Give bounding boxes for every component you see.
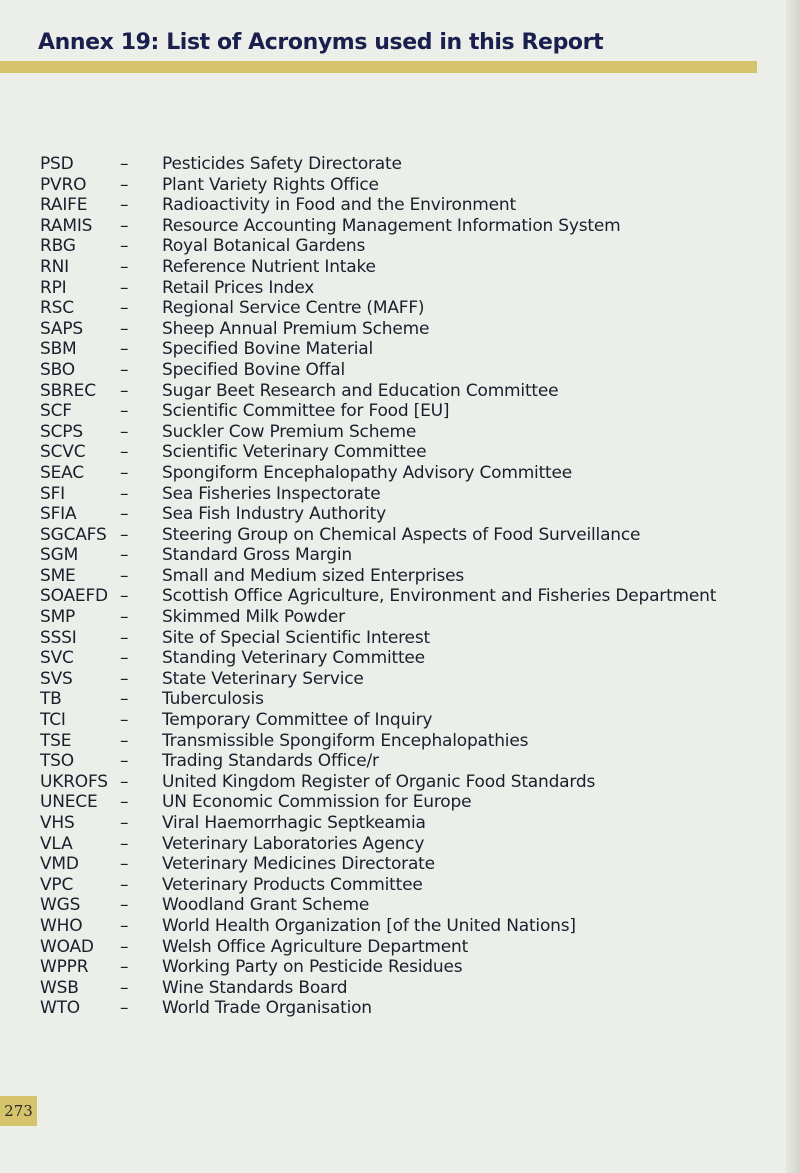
- acronym-row: [40, 154, 780, 175]
- acronym-dash: –: [120, 792, 129, 813]
- acronym-abbreviation: SBO: [40, 359, 75, 380]
- acronym-row: [40, 360, 780, 381]
- acronym-abbreviation: PVRO: [40, 174, 87, 195]
- acronym-dash: –: [120, 215, 129, 236]
- acronym-row: [40, 236, 780, 257]
- acronym-dash: –: [120, 998, 129, 1019]
- acronym-expansion: Veterinary Medicines Directorate: [162, 854, 435, 875]
- acronym-abbreviation: WHO: [40, 915, 83, 936]
- acronym-dash: –: [120, 442, 129, 463]
- acronym-dash: –: [120, 627, 129, 648]
- acronym-abbreviation: WTO: [40, 998, 80, 1019]
- acronym-row: [40, 916, 780, 937]
- acronym-row: [40, 484, 780, 505]
- acronym-abbreviation: SFI: [40, 483, 65, 504]
- acronym-abbreviation: SOAEFD: [40, 586, 108, 607]
- acronym-row: [40, 648, 780, 669]
- acronym-expansion: Sheep Annual Premium Scheme: [162, 318, 430, 339]
- acronym-expansion: Regional Service Centre (MAFF): [162, 298, 425, 319]
- acronym-dash: –: [120, 936, 129, 957]
- acronym-dash: –: [120, 277, 129, 298]
- acronym-dash: –: [120, 195, 129, 216]
- acronym-expansion: Working Party on Pesticide Residues: [162, 957, 463, 978]
- acronym-expansion: Veterinary Products Committee: [162, 874, 423, 895]
- acronym-abbreviation: VLA: [40, 833, 73, 854]
- acronym-expansion: Veterinary Laboratories Agency: [162, 833, 425, 854]
- acronym-row: [40, 751, 780, 772]
- acronym-row: [40, 834, 780, 855]
- acronym-expansion: State Veterinary Service: [162, 668, 364, 689]
- acronym-row: [40, 772, 780, 793]
- page-title: Annex 19: List of Acronyms used in this Report: [38, 30, 604, 55]
- acronym-dash: –: [120, 545, 129, 566]
- acronym-abbreviation: SVC: [40, 648, 74, 669]
- acronym-expansion: Small and Medium sized Enterprises: [162, 565, 465, 586]
- acronym-expansion: Sea Fisheries Inspectorate: [162, 483, 381, 504]
- acronym-dash: –: [120, 380, 129, 401]
- acronym-dash: –: [120, 421, 129, 442]
- acronym-dash: –: [120, 524, 129, 545]
- acronym-row: [40, 937, 780, 958]
- acronym-dash: –: [120, 751, 129, 772]
- acronym-dash: –: [120, 256, 129, 277]
- acronym-abbreviation: TB: [40, 689, 62, 710]
- acronym-row: [40, 669, 780, 690]
- acronym-row: [40, 525, 780, 546]
- acronym-abbreviation: SCVC: [40, 442, 86, 463]
- acronym-abbreviation: SGM: [40, 545, 79, 566]
- acronym-dash: –: [120, 483, 129, 504]
- acronym-expansion: Specified Bovine Material: [162, 339, 374, 360]
- acronym-dash: –: [120, 318, 129, 339]
- acronym-dash: –: [120, 895, 129, 916]
- acronym-expansion: United Kingdom Register of Organic Food Standards: [162, 771, 596, 792]
- acronym-dash: –: [120, 504, 129, 525]
- acronym-abbreviation: SAPS: [40, 318, 83, 339]
- acronym-expansion: Trading Standards Office/r: [162, 751, 379, 772]
- acronym-row: [40, 257, 780, 278]
- acronym-row: [40, 278, 780, 299]
- title-underline-bar: [0, 61, 757, 73]
- acronym-row: [40, 545, 780, 566]
- acronym-abbreviation: SFIA: [40, 504, 77, 525]
- acronym-expansion: Wine Standards Board: [162, 977, 348, 998]
- acronym-abbreviation: SMP: [40, 607, 76, 628]
- acronym-abbreviation: UKROFS: [40, 771, 108, 792]
- acronym-expansion: Radioactivity in Food and the Environment: [162, 195, 516, 216]
- acronym-expansion: Sea Fish Industry Authority: [162, 504, 386, 525]
- acronym-abbreviation: VMD: [40, 854, 79, 875]
- acronym-row: [40, 175, 780, 196]
- acronym-expansion: Scientific Veterinary Committee: [162, 442, 427, 463]
- acronym-abbreviation: SCPS: [40, 421, 83, 442]
- acronym-row: [40, 792, 780, 813]
- acronym-abbreviation: SME: [40, 565, 76, 586]
- acronym-abbreviation: SGCAFS: [40, 524, 107, 545]
- acronym-dash: –: [120, 977, 129, 998]
- acronym-row: [40, 442, 780, 463]
- acronym-expansion: UN Economic Commission for Europe: [162, 792, 472, 813]
- acronym-row: [40, 381, 780, 402]
- acronym-expansion: World Health Organization [of the United Nations]: [162, 915, 576, 936]
- acronym-abbreviation: RBG: [40, 236, 76, 257]
- acronym-abbreviation: WPPR: [40, 957, 89, 978]
- acronym-row: [40, 463, 780, 484]
- acronym-list: [40, 154, 780, 1019]
- acronym-row: [40, 628, 780, 649]
- acronym-dash: –: [120, 833, 129, 854]
- page-edge-shadow: [786, 0, 800, 1173]
- acronym-dash: –: [120, 813, 129, 833]
- acronym-row: [40, 339, 780, 360]
- acronym-row: [40, 731, 780, 752]
- acronym-dash: –: [120, 462, 129, 483]
- acronym-row: [40, 875, 780, 896]
- acronym-abbreviation: TCI: [40, 710, 66, 731]
- acronym-abbreviation: TSO: [40, 751, 74, 772]
- acronym-abbreviation: RAIFE: [40, 195, 88, 216]
- acronym-dash: –: [120, 710, 129, 731]
- acronym-row: [40, 504, 780, 525]
- acronym-expansion: Reference Nutrient Intake: [162, 256, 376, 277]
- acronym-row: [40, 978, 780, 999]
- acronym-expansion: Steering Group on Chemical Aspects of Food Surveillance: [162, 524, 641, 545]
- acronym-dash: –: [120, 339, 129, 360]
- acronym-expansion: Royal Botanical Gardens: [162, 236, 366, 257]
- acronym-row: [40, 319, 780, 340]
- acronym-abbreviation: WGS: [40, 895, 81, 916]
- acronym-dash: –: [120, 668, 129, 689]
- acronym-row: [40, 422, 780, 443]
- acronym-abbreviation: VPC: [40, 874, 74, 895]
- acronym-abbreviation: RAMIS: [40, 215, 93, 236]
- acronym-expansion: Viral Haemorrhagic Septkeamia: [162, 813, 426, 833]
- acronym-abbreviation: SCF: [40, 401, 72, 422]
- acronym-abbreviation: SVS: [40, 668, 73, 689]
- acronym-row: [40, 895, 780, 916]
- acronym-row: [40, 854, 780, 875]
- acronym-expansion: Scottish Office Agriculture, Environment and Fisheries Department: [162, 586, 717, 607]
- acronym-abbreviation: SBREC: [40, 380, 96, 401]
- acronym-abbreviation: RNI: [40, 256, 69, 277]
- page-number: 273: [0, 1096, 37, 1126]
- acronym-expansion: Suckler Cow Premium Scheme: [162, 421, 417, 442]
- acronym-expansion: Spongiform Encephalopathy Advisory Committee: [162, 462, 573, 483]
- acronym-dash: –: [120, 565, 129, 586]
- acronym-abbreviation: WSB: [40, 977, 79, 998]
- acronym-expansion: Sugar Beet Research and Education Committee: [162, 380, 559, 401]
- acronym-row: [40, 689, 780, 710]
- acronym-row: [40, 957, 780, 978]
- acronym-row: [40, 607, 780, 628]
- acronym-dash: –: [120, 771, 129, 792]
- acronym-dash: –: [120, 689, 129, 710]
- acronym-dash: –: [120, 236, 129, 257]
- acronym-abbreviation: SSSI: [40, 627, 77, 648]
- acronym-expansion: Plant Variety Rights Office: [162, 174, 379, 195]
- acronym-abbreviation: RPI: [40, 277, 67, 298]
- acronym-abbreviation: UNECE: [40, 792, 98, 813]
- acronym-expansion: Skimmed Milk Powder: [162, 607, 345, 628]
- acronym-abbreviation: VHS: [40, 813, 75, 833]
- acronym-dash: –: [120, 730, 129, 751]
- acronym-dash: –: [120, 154, 129, 174]
- acronym-expansion: Specified Bovine Offal: [162, 359, 346, 380]
- acronym-dash: –: [120, 607, 129, 628]
- acronym-abbreviation: RSC: [40, 298, 74, 319]
- acronym-expansion: Site of Special Scientific Interest: [162, 627, 430, 648]
- acronym-expansion: Tuberculosis: [162, 689, 264, 710]
- acronym-abbreviation: TSE: [40, 730, 72, 751]
- acronym-expansion: Retail Prices Index: [162, 277, 315, 298]
- acronym-dash: –: [120, 854, 129, 875]
- acronym-abbreviation: PSD: [40, 154, 74, 174]
- acronym-row: [40, 216, 780, 237]
- acronym-dash: –: [120, 915, 129, 936]
- acronym-row: [40, 998, 780, 1019]
- acronym-dash: –: [120, 586, 129, 607]
- acronym-row: [40, 195, 780, 216]
- acronym-dash: –: [120, 648, 129, 669]
- acronym-expansion: Woodland Grant Scheme: [162, 895, 370, 916]
- acronym-row: [40, 710, 780, 731]
- acronym-expansion: Standing Veterinary Committee: [162, 648, 425, 669]
- acronym-expansion: Welsh Office Agriculture Department: [162, 936, 469, 957]
- acronym-dash: –: [120, 298, 129, 319]
- acronym-dash: –: [120, 174, 129, 195]
- acronym-abbreviation: SBM: [40, 339, 77, 360]
- acronym-row: [40, 298, 780, 319]
- acronym-dash: –: [120, 957, 129, 978]
- acronym-expansion: Scientific Committee for Food [EU]: [162, 401, 450, 422]
- acronym-row: [40, 586, 780, 607]
- acronym-dash: –: [120, 359, 129, 380]
- acronym-abbreviation: SEAC: [40, 462, 84, 483]
- acronym-expansion: Transmissible Spongiform Encephalopathies: [162, 730, 529, 751]
- acronym-abbreviation: WOAD: [40, 936, 94, 957]
- acronym-dash: –: [120, 401, 129, 422]
- acronym-expansion: Standard Gross Margin: [162, 545, 352, 566]
- acronym-expansion: Pesticides Safety Directorate: [162, 154, 402, 174]
- acronym-row: [40, 566, 780, 587]
- acronym-dash: –: [120, 874, 129, 895]
- acronym-row: [40, 401, 780, 422]
- acronym-expansion: Temporary Committee of Inquiry: [162, 710, 433, 731]
- acronym-expansion: World Trade Organisation: [162, 998, 372, 1019]
- acronym-row: [40, 813, 780, 834]
- acronym-expansion: Resource Accounting Management Information System: [162, 215, 621, 236]
